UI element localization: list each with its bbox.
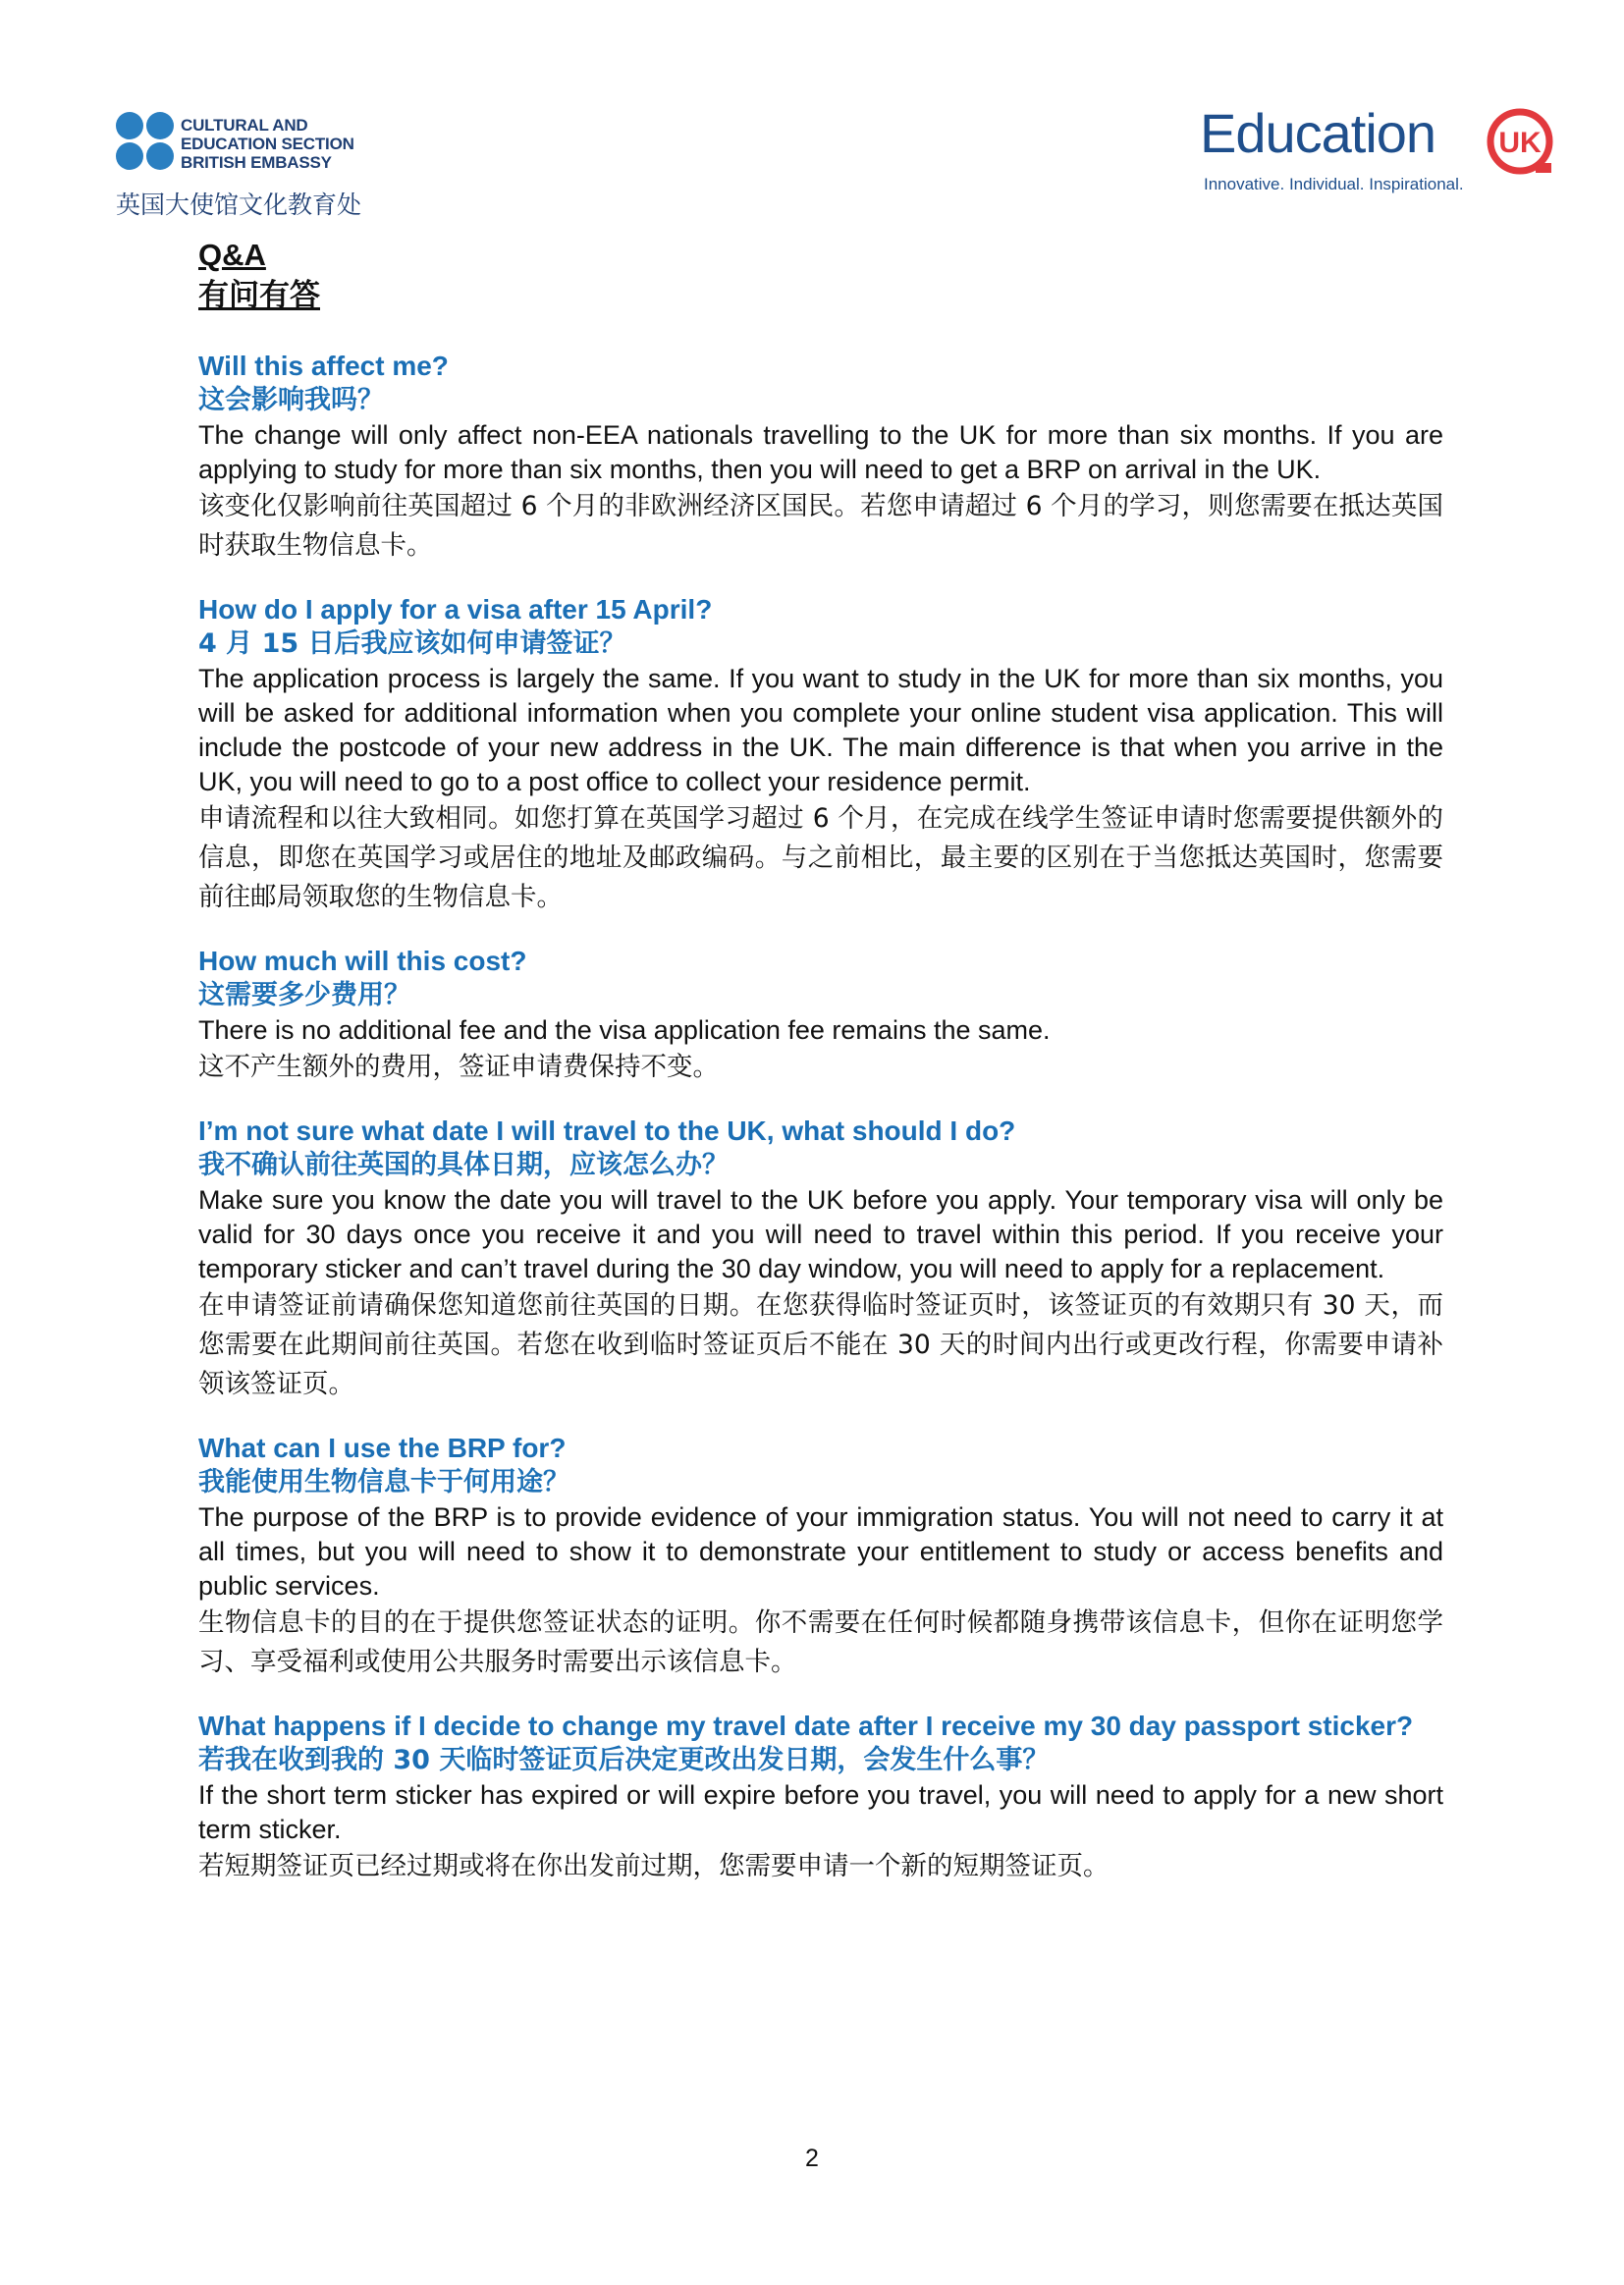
- page-title-cn: 有问有答: [198, 278, 320, 313]
- qa-item: [198, 1115, 1443, 1404]
- page-number: 2: [805, 2145, 819, 2172]
- answer-en: Make sure you know the date you will travel to the UK before you apply. Your temporary visa will only be valid for 30 days once you receive it and you will need to travel within this period. If you receive your temporary sticker and can’t travel during the 30 day window, you will need to apply for a replacement.: [198, 1185, 1443, 1283]
- section-line: BRITISH EMBASSY: [181, 153, 332, 172]
- answer-en: The change will only affect non-EEA nationals travelling to the UK for more than six months. If you are applying to study for more than six months, then you will need to get a BRP on arrival in the UK.: [198, 420, 1443, 484]
- answer-cn: 在申请签证前请确保您知道您前往英国的日期。在您获得临时签证页时，该签证页的有效期只有 30 天，而您需要在此期间前往英国。若您在收到临时签证页后不能在 30 天的时间内出行或更改行程，你需要申请补领该签证页。: [198, 1290, 1443, 1399]
- question-cn: 4 月 15 日后我应该如何申请签证？: [198, 628, 626, 659]
- cultural-education-section-logo: [116, 112, 410, 220]
- question-cn: 若我在收到我的 30 天临时签证页后决定更改出发日期，会发生什么事？: [198, 1745, 1050, 1775]
- question-cn: 我不确认前往英国的具体日期，应该怎么办？: [198, 1150, 729, 1180]
- answer-cn: 这不产生额外的费用，签证申请费保持不变。: [198, 1052, 719, 1082]
- main-content: [198, 236, 1443, 1886]
- uk-circle-icon: [1487, 108, 1553, 175]
- answer-en: There is no additional fee and the visa application fee remains the same.: [198, 1015, 1051, 1045]
- brand-word: Education: [1200, 102, 1436, 164]
- section-name: [181, 116, 354, 172]
- question-en: What happens if I decide to change my travel date after I receive my 30 day passport sticker?: [198, 1711, 1414, 1741]
- answer-en: The application process is largely the same. If you want to study in the UK for more than six months, you will be asked for additional information when you complete your online student visa application. This will include the postcode of your new address in the UK. The main difference is that when you arrive in the UK, you will need to go to a post office to collect your residence permit.: [198, 664, 1443, 796]
- question-cn: 这需要多少费用？: [198, 980, 410, 1010]
- page-title: Q&A: [198, 238, 266, 272]
- qa-item: [198, 1432, 1443, 1682]
- answer-cn: 该变化仅影响前往英国超过 6 个月的非欧洲经济区国民。若您申请超过 6 个月的学习，则您需要在抵达英国时获取生物信息卡。: [198, 491, 1443, 561]
- qa-item: [198, 350, 1443, 566]
- answer-cn: 若短期签证页已经过期或将在你出发前过期，您需要申请一个新的短期签证页。: [198, 1851, 1110, 1881]
- answer-en: The purpose of the BRP is to provide evidence of your immigration status. You will not need to carry it at all times, but you will need to show it to demonstrate your entitlement to study or access benefits and public services.: [198, 1502, 1443, 1601]
- british-council-dots-icon: [116, 112, 175, 171]
- brand-mark: UK: [1498, 127, 1542, 159]
- section-line: CULTURAL AND: [181, 116, 308, 135]
- question-en: I’m not sure what date I will travel to the UK, what should I do?: [198, 1115, 1016, 1146]
- question-en: What can I use the BRP for?: [198, 1433, 567, 1463]
- question-en: How do I apply for a visa after 15 April?: [198, 594, 713, 625]
- question-cn: 我能使用生物信息卡于何用途？: [198, 1467, 569, 1497]
- brand-tagline: Innovative. Individual. Inspirational.: [1204, 175, 1464, 193]
- section-name-cn: 英国大使馆文化教育处: [116, 190, 362, 219]
- answer-cn: 生物信息卡的目的在于提供您签证状态的证明。你不需要在任何时候都随身携带该信息卡，但你在证明您学习、享受福利或使用公共服务时需要出示该信息卡。: [198, 1607, 1443, 1677]
- answer-en: If the short term sticker has expired or will expire before you travel, you will need to apply for a new short term sticker.: [198, 1780, 1443, 1844]
- qa-item: [198, 1710, 1443, 1886]
- qa-item: [198, 945, 1443, 1087]
- education-uk-logo: [1200, 102, 1563, 200]
- question-en: Will this affect me?: [198, 351, 449, 381]
- answer-cn: 申请流程和以往大致相同。如您打算在英国学习超过 6 个月，在完成在线学生签证申请时您需要提供额外的信息，即您在英国学习或居住的地址及邮政编码。与之前相比，最主要的区别在于当您抵达英国时，您需要前往邮局领取您的生物信息卡。: [198, 803, 1443, 912]
- question-cn: 这会影响我吗？: [198, 385, 384, 415]
- section-line: EDUCATION SECTION: [181, 135, 354, 153]
- qa-item: [198, 593, 1443, 917]
- question-en: How much will this cost?: [198, 946, 527, 976]
